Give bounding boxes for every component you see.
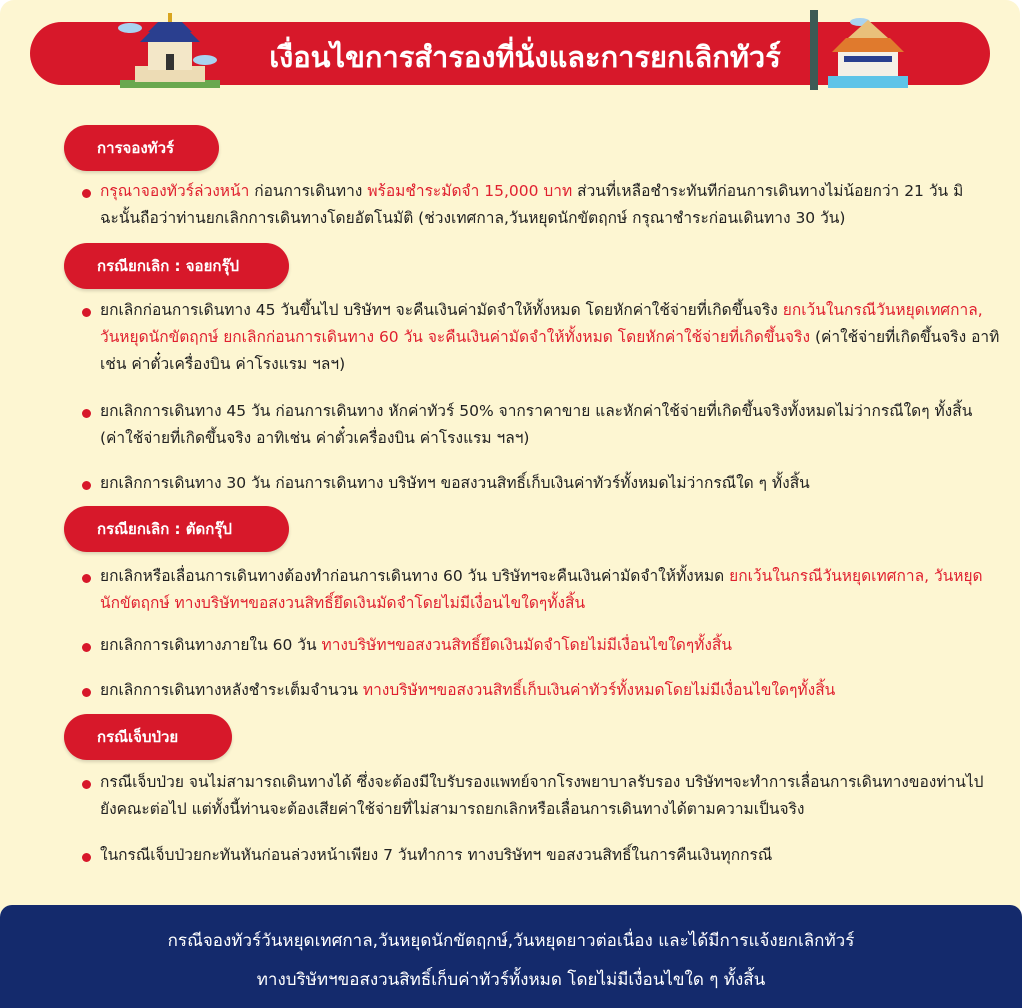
list-item	[100, 632, 1000, 659]
text-segment: (ค่าใช้จ่ายที่เกิดขึ้นจริง อาทิเช่น ค่าตั๋วเครื่องบิน ค่าโรงแรม ฯลฯ)	[100, 328, 1000, 373]
list-item	[100, 297, 1000, 378]
bullet-icon	[82, 481, 91, 490]
text-segment: กรณีเจ็บป่วย จนไม่สามารถเดินทางได้ ซึ่งจะต้องมีใบรับรองแพทย์จากโรงพยาบาลรับรอง บริษัทฯจะทำการเลื่อนการเดินทางของท่านไปยังคณะต่อไป แต่ทั้งนี้ท่านจะต้องเสียค่าใช้จ่ายที่ไม่สามารถยกเลิกหรือเลื่อนการเดินทางได้ตามความเป็นจริง	[100, 773, 984, 818]
list-item	[100, 470, 1000, 497]
text-segment: ยกเลิกก่อนการเดินทาง 45 วันขึ้นไป บริษัทฯ จะคืนเงินค่ามัดจำให้ทั้งหมด โดยหักค่าใช้จ่ายที่เกิดขึ้นจริง	[100, 301, 783, 319]
page-title: เงื่อนไขการสำรองที่นั่งและการยกเลิกทัวร์	[269, 40, 781, 74]
text-segment: ก่อนการเดินทาง	[249, 182, 368, 200]
bullet-icon	[82, 643, 91, 652]
list-item	[100, 563, 1000, 617]
text-segment: ยกเว้นในกรณีวันหยุดเทศกาล, วันหยุดนักขัตฤกษ์ ทางบริษัทฯขอสงวนสิทธิ์ยึดเงินมัดจำโดยไม่มีเงื่อนไขใดๆทั้งสิ้น	[100, 567, 983, 612]
bullet-icon	[82, 409, 91, 418]
list-item	[100, 677, 1000, 704]
text-segment: ยกเลิกการเดินทางหลังชำระเต็มจำนวน	[100, 681, 363, 699]
bullet-icon	[82, 189, 91, 198]
section-pill-private-group-cancel: กรณียกเลิก : ตัดกรุ๊ป	[64, 506, 289, 552]
section-pill-booking: การจองทัวร์	[64, 125, 219, 171]
text-segment: พร้อมชำระมัดจำ 15,000 บาท	[367, 182, 573, 200]
section-pill-join-group-cancel: กรณียกเลิก : จอยกรุ๊ป	[64, 243, 289, 289]
taipei-temple-illustration	[800, 10, 910, 90]
section-pill-illness: กรณีเจ็บป่วย	[64, 714, 232, 760]
bullet-icon	[82, 574, 91, 583]
bullet-icon	[82, 780, 91, 789]
text-segment: ยกเลิกการเดินทาง 45 วัน ก่อนการเดินทาง หักค่าทัวร์ 50% จากราคาขาย และหักค่าใช้จ่ายที่เกิดขึ้นจริงทั้งหมดไม่ว่ากรณีใดๆ ทั้งสิ้น (ค่าใช้จ่ายที่เกิดขึ้นจริง อาทิเช่น ค่าตั๋วเครื่องบิน ค่าโรงแรม ฯลฯ)	[100, 402, 973, 447]
text-segment: ทางบริษัทฯขอสงวนสิทธิ์เก็บเงินค่าทัวร์ทั้งหมดโดยไม่มีเงื่อนไขใดๆทั้งสิ้น	[362, 681, 836, 699]
list-item	[100, 769, 1000, 823]
text-segment: ส่วนที่เหลือชำระทันทีก่อนการเดินทางไม่น้อยกว่า 21 วัน มิฉะนั้นถือว่าท่านยกเลิกการเดินทางโดยอัตโนมัติ (ช่วงเทศกาล,วันหยุดนักขัตฤกษ์ กรุณาชำระก่อนเดินทาง 30 วัน)	[100, 182, 964, 227]
text-segment: ยกเว้นในกรณีวันหยุดเทศกาล, วันหยุดนักขัตฤกษ์ ยกเลิกก่อนการเดินทาง 60 วัน จะคืนเงินค่ามัดจำให้ทั้งหมด โดยหักค่าใช้จ่ายที่เกิดขึ้นจริง	[100, 301, 983, 346]
footer-line-2: ทางบริษัทฯขอสงวนสิทธิ์เก็บค่าทัวร์ทั้งหมด โดยไม่มีเงื่อนไขใด ๆ ทั้งสิ้น	[256, 970, 766, 990]
text-segment: ยกเลิกการเดินทางภายใน 60 วัน	[100, 636, 322, 654]
header-banner	[30, 22, 990, 85]
text-segment: กรุณาจองทัวร์ล่วงหน้า	[100, 182, 250, 200]
text-segment: ยกเลิกหรือเลื่อนการเดินทางต้องทำก่อนการเดินทาง 60 วัน บริษัทฯจะคืนเงินค่ามัดจำให้ทั้งหมด	[100, 567, 730, 585]
footer-line-1: กรณีจองทัวร์วันหยุดเทศกาล,วันหยุดนักขัตฤกษ์,วันหยุดยาวต่อเนื่อง และได้มีการแจ้งยกเลิกทัวร์	[167, 931, 855, 951]
list-item	[100, 398, 1000, 452]
bullet-icon	[82, 308, 91, 317]
list-item	[100, 178, 1000, 232]
text-segment: ยกเลิกการเดินทาง 30 วัน ก่อนการเดินทาง บริษัทฯ ขอสงวนสิทธิ์เก็บเงินค่าทัวร์ทั้งหมดไม่ว่ากรณีใด ๆ ทั้งสิ้น	[100, 474, 810, 492]
bullet-icon	[82, 688, 91, 697]
footer-notice	[0, 905, 1022, 1008]
bullet-icon	[82, 853, 91, 862]
text-segment: ทางบริษัทฯขอสงวนสิทธิ์ยึดเงินมัดจำโดยไม่มีเงื่อนไขใดๆทั้งสิ้น	[321, 636, 732, 654]
text-segment: ในกรณีเจ็บป่วยกะทันหันก่อนล่วงหน้าเพียง 7 วันทำการ ทางบริษัทฯ ขอสงวนสิทธิ์ในการคืนเงินทุกกรณี	[100, 846, 773, 864]
list-item	[100, 842, 1000, 869]
